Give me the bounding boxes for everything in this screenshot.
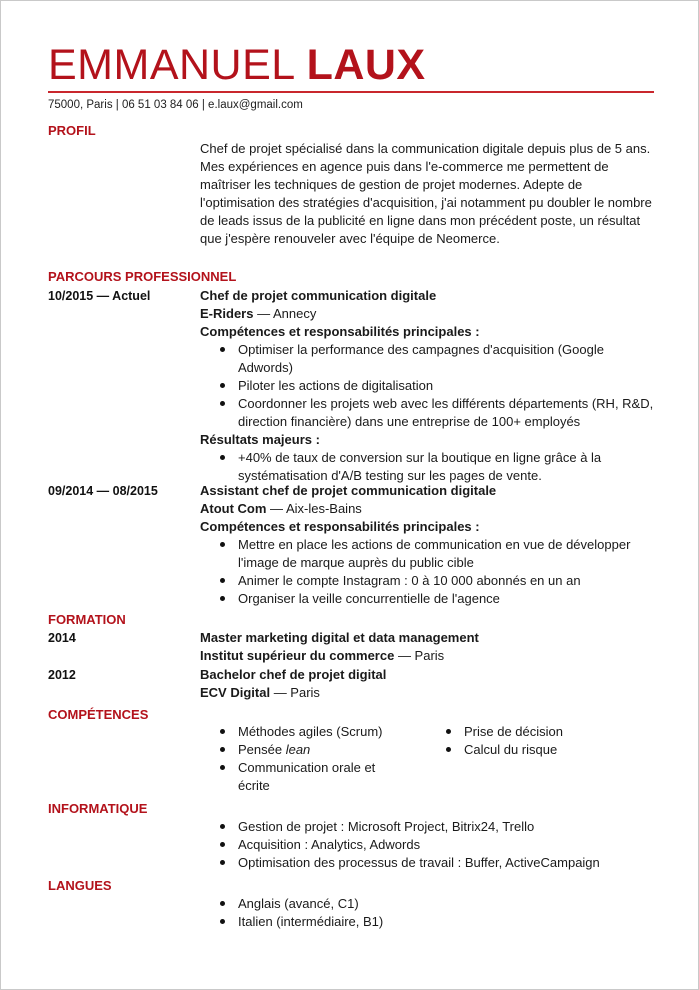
job-company: Atout Com	[200, 501, 267, 516]
job-results-title: Résultats majeurs :	[200, 432, 320, 447]
formation-degree: Bachelor chef de projet digital	[200, 667, 387, 682]
job-entry	[200, 287, 660, 485]
list-item: Mettre en place les actions de communication en vue de développer l'image de marque auprès du public cible	[200, 536, 660, 572]
header-divider	[48, 91, 654, 93]
competences-col-1	[200, 723, 400, 795]
list-item: Communication orale et écrite	[200, 759, 400, 795]
job-entry	[200, 482, 660, 608]
list-item: Calcul du risque	[426, 741, 626, 759]
formation-year: 2012	[48, 668, 76, 682]
job-skills-title: Compétences et responsabilités principales :	[200, 324, 480, 339]
job-location: — Annecy	[253, 306, 317, 321]
job-company: E-Riders	[200, 306, 254, 321]
candidate-name	[48, 41, 426, 89]
formation-school-line	[200, 647, 660, 665]
section-title-formation: FORMATION	[48, 612, 126, 627]
job-skills-list	[200, 536, 660, 608]
section-title-langues: LANGUES	[48, 878, 112, 893]
section-title-informatique: INFORMATIQUE	[48, 801, 148, 816]
list-item: Prise de décision	[426, 723, 626, 741]
informatique-list	[200, 818, 660, 872]
list-item: Anglais (avancé, C1)	[200, 895, 660, 913]
list-item: Gestion de projet : Microsoft Project, Bitrix24, Trello	[200, 818, 660, 836]
job-location: — Aix-les-Bains	[266, 501, 362, 516]
job-results-list	[200, 449, 660, 485]
section-title-parcours: PARCOURS PROFESSIONNEL	[48, 269, 237, 284]
job-role: Chef de projet communication digitale	[200, 288, 437, 303]
list-item: Méthodes agiles (Scrum)	[200, 723, 400, 741]
formation-location: — Paris	[394, 648, 445, 663]
job-skills-list	[200, 341, 660, 431]
job-company-line	[200, 500, 660, 518]
competences-list	[200, 723, 400, 795]
job-dates: 10/2015 — Actuel	[48, 289, 151, 303]
formation-school-line	[200, 684, 660, 702]
profil-text: Chef de projet spécialisé dans la communication digitale depuis plus de 5 ans. Mes expériences en agence puis dans l'e-commerce me permettent de maîtriser les techniques de gestion de projet modernes. Adepte de l'optimisation des stratégies d'acquisition, j'ai notamment pu doubler le nombre de leads issus de la publicité en ligne dans mon précédent poste, un résultat que j'espère renouveler avec l'équipe de Neomerce.	[200, 141, 652, 246]
job-dates: 09/2014 — 08/2015	[48, 484, 158, 498]
section-title-competences: COMPÉTENCES	[48, 707, 149, 722]
formation-entry	[200, 666, 660, 702]
contact-line: 75000, Paris | 06 51 03 84 06 | e.laux@gmail.com	[48, 99, 303, 111]
langues-list	[200, 895, 660, 931]
list-item: Optimiser la performance des campagnes d'acquisition (Google Adwords)	[200, 341, 660, 377]
competences-list	[426, 723, 626, 759]
list-item: Coordonner les projets web avec les différents départements (RH, R&D, direction financière) dans une entreprise de 100+ employés	[200, 395, 660, 431]
list-item	[200, 741, 400, 759]
competences-col-2	[426, 723, 626, 759]
formation-school: ECV Digital	[200, 685, 271, 700]
job-company-line	[200, 305, 660, 323]
formation-location: — Paris	[270, 685, 320, 700]
list-item-italic: lean	[285, 742, 311, 757]
formation-entry	[200, 629, 660, 665]
section-title-profil: PROFIL	[48, 123, 96, 138]
list-item: Optimisation des processus de travail : Buffer, ActiveCampaign	[200, 854, 660, 872]
formation-year: 2014	[48, 631, 76, 645]
first-name: EMMANUEL	[48, 41, 295, 89]
job-skills-title: Compétences et responsabilités principales :	[200, 519, 480, 534]
last-name: LAUX	[306, 41, 426, 89]
job-role: Assistant chef de projet communication digitale	[200, 483, 497, 498]
langues-block	[200, 895, 660, 931]
list-item: Acquisition : Analytics, Adwords	[200, 836, 660, 854]
formation-school: Institut supérieur du commerce	[200, 648, 395, 663]
formation-degree: Master marketing digital et data management	[200, 630, 479, 645]
list-item: Organiser la veille concurrentielle de l'agence	[200, 590, 660, 608]
list-item: +40% de taux de conversion sur la boutique en ligne grâce à la systématisation d'A/B testing sur les pages de vente.	[200, 449, 660, 485]
list-item: Animer le compte Instagram : 0 à 10 000 abonnés en un an	[200, 572, 660, 590]
informatique-block	[200, 818, 660, 872]
list-item: Italien (intermédiaire, B1)	[200, 913, 660, 931]
list-item: Piloter les actions de digitalisation	[200, 377, 660, 395]
list-item-text: Pensée	[238, 742, 286, 757]
